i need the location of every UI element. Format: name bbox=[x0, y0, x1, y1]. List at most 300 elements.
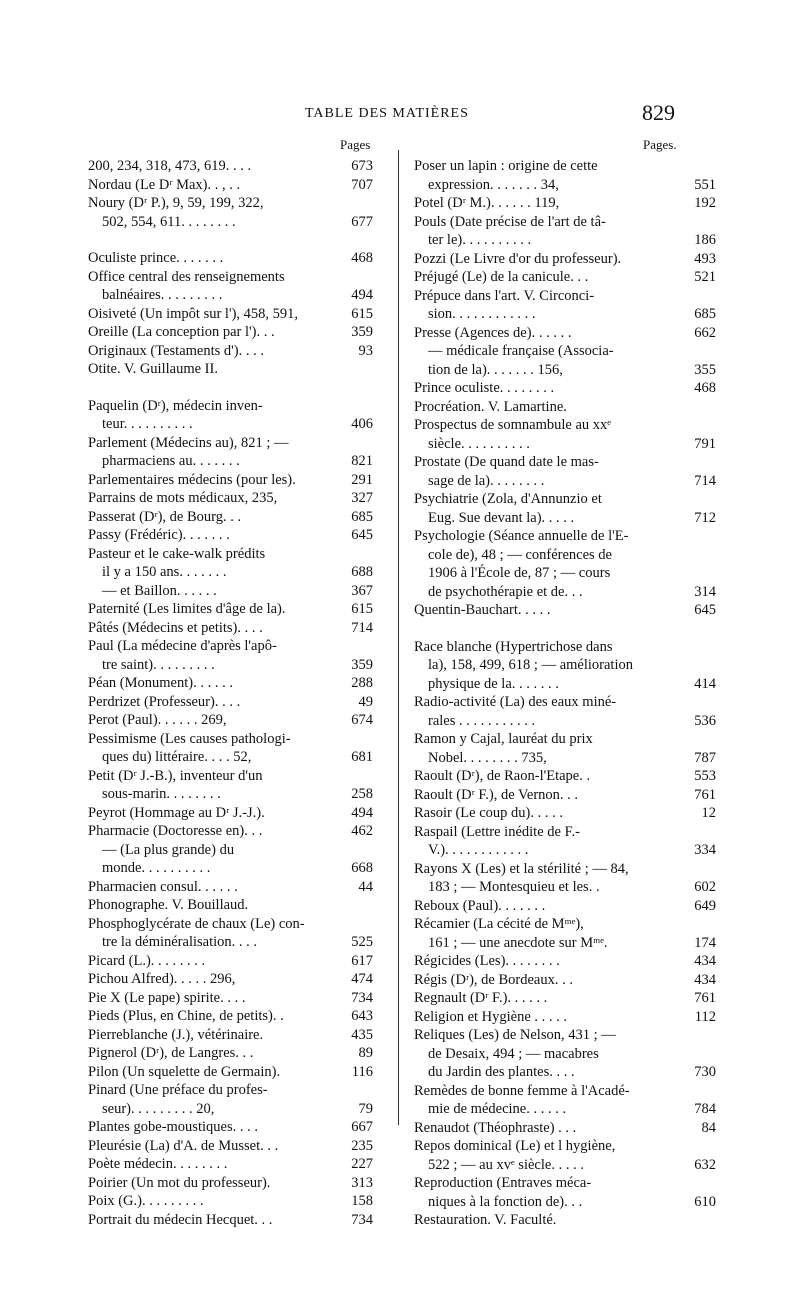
entry-page: 468 bbox=[351, 250, 373, 266]
entry-text: 161 ; — une anecdote sur Mᵐᵉ. bbox=[428, 934, 608, 951]
entry-page: 12 bbox=[701, 805, 716, 821]
entry-text: ques du) littéraire. . . . 52, bbox=[102, 749, 252, 765]
entry-page: 192 bbox=[694, 195, 716, 211]
entry-text: Phonographe. V. Bouillaud. bbox=[88, 897, 249, 913]
entry-page: 493 bbox=[694, 250, 716, 267]
entry-page: 730 bbox=[694, 1064, 716, 1080]
entry-text: tion de la). . . . . . . 156, bbox=[428, 361, 563, 378]
index-entry bbox=[414, 1156, 716, 1175]
entry-text: sage de la). . . . . . . . bbox=[428, 472, 545, 489]
index-entry bbox=[88, 989, 373, 1008]
index-entry bbox=[88, 489, 373, 508]
entry-page: 288 bbox=[351, 675, 373, 691]
index-entry bbox=[88, 545, 353, 564]
entry-text: seur). . . . . . . . . 20, bbox=[102, 1100, 215, 1117]
entry-text: Procréation. V. Lamartine. bbox=[414, 398, 567, 415]
index-entry bbox=[88, 896, 353, 915]
index-entry bbox=[88, 822, 373, 841]
entry-text: Péan (Monument). . . . . . bbox=[88, 675, 233, 691]
index-entry bbox=[88, 397, 353, 416]
index-entry bbox=[88, 674, 373, 693]
entry-text: 522 ; — au xvᵉ siècle. . . . . bbox=[428, 1156, 584, 1173]
entry-text: pharmaciens au. . . . . . . bbox=[102, 453, 240, 469]
entry-text: 200, 234, 318, 473, 619. . . . bbox=[88, 158, 252, 174]
index-entry bbox=[88, 656, 373, 675]
entry-text: Ramon y Cajal, lauréat du prix bbox=[414, 731, 593, 747]
entry-text: Paquelin (Dʳ), médecin inven- bbox=[88, 397, 263, 414]
pages-label-left: Pages bbox=[340, 137, 371, 152]
index-entry bbox=[414, 952, 716, 971]
entry-text: Poix (G.). . . . . . . . . bbox=[88, 1193, 204, 1209]
index-entry bbox=[414, 546, 676, 565]
entry-text: Repos dominical (Le) et l hygiène, bbox=[414, 1138, 616, 1154]
entry-text: il y a 150 ans. . . . . . . bbox=[102, 564, 227, 580]
entry-text: Paternité (Les limites d'âge de la). bbox=[88, 601, 286, 617]
entry-text: Renaudot (Théophraste) . . . bbox=[414, 1119, 577, 1136]
index-entry bbox=[88, 176, 373, 195]
index-entry bbox=[414, 324, 716, 343]
entry-page: 359 bbox=[351, 324, 373, 340]
entry-text: du Jardin des plantes. . . . bbox=[428, 1064, 575, 1080]
index-entry bbox=[88, 1155, 373, 1174]
index-entry bbox=[414, 1174, 676, 1193]
entry-page: 734 bbox=[351, 989, 373, 1006]
entry-page: 435 bbox=[351, 1026, 373, 1043]
index-entry bbox=[414, 435, 716, 454]
entry-text: niques à la fonction de). . . bbox=[428, 1193, 583, 1210]
index-entry bbox=[414, 1137, 676, 1156]
entry-page: 784 bbox=[694, 1101, 716, 1117]
section-gap bbox=[414, 620, 676, 638]
entry-text: Raspail (Lettre inédite de F.- bbox=[414, 823, 580, 840]
section-gap bbox=[88, 231, 353, 249]
index-entry bbox=[88, 1174, 373, 1193]
column-divider bbox=[398, 150, 399, 1125]
index-entry bbox=[88, 249, 373, 268]
entry-page: 712 bbox=[694, 509, 716, 526]
entry-text: Psychiatrie (Zola, d'Annunzio et bbox=[414, 491, 602, 507]
entry-page: 89 bbox=[358, 1045, 373, 1061]
entry-text: V.). . . . . . . . . . . . bbox=[428, 842, 529, 858]
entry-text: Rayons X (Les) et la stérilité ; — 84, bbox=[414, 860, 629, 877]
entry-text: physique de la. . . . . . . bbox=[428, 675, 559, 692]
entry-text: Passy (Frédéric). . . . . . . bbox=[88, 527, 230, 543]
entry-text: Regnault (Dʳ F.). . . . . . bbox=[414, 990, 548, 1006]
index-entry bbox=[414, 268, 716, 287]
entry-text: Nordau (Le Dʳ Max). . , . . bbox=[88, 176, 241, 193]
entry-page: 714 bbox=[351, 619, 373, 636]
entry-text: Oculiste prince. . . . . . . bbox=[88, 250, 224, 266]
entry-page: 186 bbox=[694, 232, 716, 248]
index-entry bbox=[414, 767, 716, 786]
index-entry bbox=[88, 730, 353, 749]
running-title: TABLE DES MATIÈRES bbox=[305, 106, 469, 121]
index-entry bbox=[414, 989, 716, 1008]
index-entry bbox=[88, 1081, 353, 1100]
index-entry bbox=[88, 1118, 373, 1137]
entry-page: 93 bbox=[358, 342, 373, 359]
index-entry bbox=[88, 637, 353, 656]
index-entry bbox=[414, 194, 716, 213]
entry-text: — (La plus grande) du bbox=[102, 841, 235, 858]
entry-text: Pozzi (Le Livre d'or du professeur). bbox=[414, 250, 622, 267]
entry-text: Pieds (Plus, en Chine, de petits). . bbox=[88, 1008, 284, 1024]
entry-text: ter le). . . . . . . . . . bbox=[428, 232, 532, 248]
index-entry bbox=[414, 712, 716, 731]
index-entry bbox=[414, 693, 676, 712]
entry-text: de Desaix, 494 ; — macabres bbox=[428, 1045, 599, 1062]
index-entry bbox=[414, 564, 676, 583]
index-entry bbox=[414, 157, 676, 176]
entry-page: 821 bbox=[351, 453, 373, 469]
index-entry bbox=[88, 1026, 373, 1045]
entry-page: 434 bbox=[694, 971, 716, 988]
entry-text: Pharmacie (Doctoresse en). . . bbox=[88, 823, 263, 839]
entry-text: Remèdes de bonne femme à l'Acadé- bbox=[414, 1082, 630, 1099]
index-entry bbox=[414, 509, 716, 528]
entry-text: Poète médecin. . . . . . . . bbox=[88, 1156, 228, 1172]
entry-page: 645 bbox=[694, 602, 716, 618]
entry-text: Pie X (Le pape) spirite. . . . bbox=[88, 989, 246, 1006]
entry-text: Picard (L.). . . . . . . . bbox=[88, 952, 206, 969]
entry-page: 359 bbox=[351, 656, 373, 673]
index-entry bbox=[88, 841, 353, 860]
index-entry bbox=[414, 860, 676, 879]
entry-page: 610 bbox=[694, 1193, 716, 1210]
entry-text: Récamier (La cécité de Mᵐᵉ), bbox=[414, 916, 584, 932]
entry-page: 761 bbox=[694, 786, 716, 803]
entry-text: Prépuce dans l'art. V. Circonci- bbox=[414, 287, 595, 304]
index-entry bbox=[88, 619, 373, 638]
entry-text: Poser un lapin : origine de cette bbox=[414, 158, 598, 174]
entry-page: 468 bbox=[694, 380, 716, 396]
index-entry bbox=[88, 471, 373, 490]
entry-text: Prospectus de somnambule au xxᵉ bbox=[414, 417, 612, 433]
entry-text: Originaux (Testaments d'). . . . bbox=[88, 342, 264, 359]
entry-text: Radio-activité (La) des eaux miné- bbox=[414, 694, 617, 710]
entry-text: Perdrizet (Professeur). . . . bbox=[88, 693, 241, 710]
entry-text: Nobel. . . . . . . . 735, bbox=[428, 749, 547, 766]
entry-page: 688 bbox=[351, 564, 373, 580]
entry-page: 685 bbox=[351, 508, 373, 525]
index-entry bbox=[88, 434, 353, 453]
entry-text: Passerat (Dʳ), de Bourg. . . bbox=[88, 508, 242, 525]
entry-text: balnéaires. . . . . . . . . bbox=[102, 287, 223, 303]
index-entry bbox=[414, 398, 676, 417]
entry-page: 536 bbox=[694, 712, 716, 729]
entry-page: 367 bbox=[351, 582, 373, 599]
index-column-left bbox=[88, 157, 373, 1229]
index-entry bbox=[88, 452, 373, 471]
entry-text: Peyrot (Hommage au Dʳ J.-J.). bbox=[88, 804, 265, 821]
entry-text: Rasoir (Le coup du). . . . . bbox=[414, 805, 563, 821]
entry-page: 355 bbox=[694, 361, 716, 378]
index-entry bbox=[88, 915, 353, 934]
entry-text: tre la déminéralisation. . . . bbox=[102, 934, 258, 950]
entry-page: 327 bbox=[351, 490, 373, 506]
entry-page: 677 bbox=[351, 213, 373, 230]
index-entry bbox=[414, 601, 716, 620]
entry-page: 617 bbox=[351, 952, 373, 969]
index-entry bbox=[414, 675, 716, 694]
entry-text: Pessimisme (Les causes pathologi- bbox=[88, 730, 291, 747]
index-entry bbox=[88, 526, 373, 545]
entry-text: Pouls (Date précise de l'art de tâ- bbox=[414, 213, 606, 230]
entry-text: — médicale française (Associa- bbox=[428, 343, 614, 359]
entry-page: 673 bbox=[351, 158, 373, 174]
index-entry bbox=[88, 1211, 373, 1230]
index-entry bbox=[414, 287, 676, 306]
entry-page: 645 bbox=[351, 527, 373, 543]
index-entry bbox=[414, 342, 676, 361]
entry-page: 551 bbox=[694, 176, 716, 193]
entry-page: 44 bbox=[358, 878, 373, 895]
entry-page: 49 bbox=[358, 693, 373, 710]
entry-text: Pasteur et le cake-walk prédits bbox=[88, 545, 266, 562]
entry-text: Régicides (Les). . . . . . . . bbox=[414, 953, 560, 969]
entry-page: 714 bbox=[694, 472, 716, 489]
index-entry bbox=[88, 563, 373, 582]
entry-text: Noury (Dʳ P.), 9, 59, 199, 322, bbox=[88, 195, 264, 211]
entry-page: 761 bbox=[694, 990, 716, 1006]
index-entry bbox=[414, 472, 716, 491]
index-entry bbox=[88, 711, 373, 730]
entry-text: sous-marin. . . . . . . . bbox=[102, 786, 221, 802]
index-entry bbox=[414, 305, 716, 324]
index-entry bbox=[414, 1211, 676, 1230]
index-entry bbox=[414, 231, 716, 250]
entry-text: Parlementaires médecins (pour les). bbox=[88, 471, 296, 488]
index-entry bbox=[88, 1044, 373, 1063]
entry-text: Perot (Paul). . . . . . 269, bbox=[88, 712, 227, 728]
index-entry bbox=[88, 785, 373, 804]
entry-text: Portrait du médecin Hecquet. . . bbox=[88, 1211, 273, 1228]
entry-text: Reproduction (Entraves méca- bbox=[414, 1175, 592, 1191]
index-entry bbox=[88, 767, 353, 786]
index-entry bbox=[414, 823, 676, 842]
index-entry bbox=[88, 933, 373, 952]
entry-page: 227 bbox=[351, 1156, 373, 1172]
index-entry bbox=[88, 323, 373, 342]
entry-page: 525 bbox=[351, 934, 373, 950]
entry-text: Prince oculiste. . . . . . . . bbox=[414, 380, 555, 396]
entry-page: 334 bbox=[694, 842, 716, 858]
index-entry bbox=[88, 1137, 373, 1156]
index-entry bbox=[88, 1100, 373, 1119]
index-entry bbox=[88, 508, 373, 527]
index-entry bbox=[88, 342, 373, 361]
entry-page: 668 bbox=[351, 860, 373, 876]
entry-text: tre saint). . . . . . . . . bbox=[102, 656, 215, 673]
index-entry bbox=[414, 934, 716, 953]
index-entry bbox=[414, 1193, 716, 1212]
entry-text: Prostate (De quand date le mas- bbox=[414, 454, 599, 470]
entry-text: Pâtés (Médecins et petits). . . . bbox=[88, 619, 263, 636]
index-entry bbox=[88, 748, 373, 767]
entry-text: Petit (Dʳ J.-B.), inventeur d'un bbox=[88, 767, 263, 784]
entry-text: 502, 554, 611. . . . . . . . bbox=[102, 213, 236, 230]
entry-text: Paul (La médecine d'après l'apô- bbox=[88, 638, 277, 654]
index-entry bbox=[414, 656, 676, 675]
index-column-right bbox=[414, 157, 716, 1230]
index-entry bbox=[414, 749, 716, 768]
entry-text: Parlement (Médecins au), 821 ; — bbox=[88, 434, 289, 451]
entry-text: Pleurésie (La) d'A. de Musset. . . bbox=[88, 1137, 279, 1154]
entry-page: 112 bbox=[694, 1008, 716, 1025]
index-entry bbox=[88, 1192, 373, 1211]
entry-text: expression. . . . . . . 34, bbox=[428, 176, 559, 193]
entry-text: siècle. . . . . . . . . . bbox=[428, 435, 530, 452]
index-entry bbox=[88, 415, 373, 434]
entry-page: 632 bbox=[694, 1156, 716, 1173]
entry-text: Pierreblanche (J.), vétérinaire. bbox=[88, 1026, 264, 1043]
index-entry bbox=[88, 305, 373, 324]
entry-page: 494 bbox=[351, 804, 373, 821]
index-entry bbox=[88, 878, 373, 897]
index-entry bbox=[88, 194, 353, 213]
entry-page: 258 bbox=[351, 786, 373, 802]
entry-page: 707 bbox=[351, 176, 373, 193]
entry-page: 521 bbox=[694, 269, 716, 285]
entry-page: 681 bbox=[351, 749, 373, 765]
pages-label-right: Pages. bbox=[643, 137, 677, 152]
entry-page: 734 bbox=[351, 1211, 373, 1228]
entry-page: 116 bbox=[351, 1063, 373, 1080]
index-entry bbox=[414, 897, 716, 916]
entry-text: Presse (Agences de). . . . . . bbox=[414, 324, 572, 341]
entry-page: 235 bbox=[351, 1137, 373, 1154]
index-entry bbox=[414, 1045, 676, 1064]
index-entry bbox=[88, 1063, 373, 1082]
index-entry bbox=[88, 952, 373, 971]
entry-text: Reboux (Paul). . . . . . . bbox=[414, 897, 546, 914]
index-entry bbox=[88, 582, 373, 601]
entry-page: 462 bbox=[351, 823, 373, 839]
entry-page: 791 bbox=[694, 435, 716, 452]
index-entry bbox=[414, 638, 676, 657]
entry-text: 183 ; — Montesquieu et les. . bbox=[428, 879, 600, 895]
index-entry bbox=[414, 379, 716, 398]
index-entry bbox=[414, 527, 676, 546]
entry-page: 553 bbox=[694, 768, 716, 784]
index-entry bbox=[88, 213, 373, 232]
index-entry bbox=[88, 286, 373, 305]
entry-text: Eug. Sue devant la). . . . . bbox=[428, 509, 575, 526]
entry-page: 474 bbox=[351, 971, 373, 987]
index-entry bbox=[414, 915, 676, 934]
index-entry bbox=[88, 268, 353, 287]
entry-text: la), 158, 499, 618 ; — amélioration bbox=[428, 657, 633, 673]
entry-page: 615 bbox=[351, 305, 373, 322]
entry-page: 314 bbox=[694, 583, 716, 600]
section-gap bbox=[88, 379, 353, 397]
index-entry bbox=[414, 490, 676, 509]
index-entry bbox=[88, 600, 373, 619]
entry-page: 84 bbox=[701, 1119, 716, 1136]
index-entry bbox=[414, 583, 716, 602]
entry-page: 602 bbox=[694, 879, 716, 895]
entry-text: Pilon (Un squelette de Germain). bbox=[88, 1063, 281, 1080]
entry-text: Office central des renseignements bbox=[88, 268, 285, 285]
entry-page: 667 bbox=[351, 1119, 373, 1135]
entry-page: 414 bbox=[694, 675, 716, 692]
entry-text: Oreille (La conception par l'). . . bbox=[88, 324, 275, 340]
index-entry bbox=[88, 859, 373, 878]
entry-page: 291 bbox=[351, 471, 373, 488]
entry-text: Raoult (Dʳ F.), de Vernon. . . bbox=[414, 786, 579, 803]
entry-text: Quentin-Bauchart. . . . . bbox=[414, 602, 551, 618]
index-entry bbox=[414, 804, 716, 823]
entry-text: Pichou Alfred). . . . . 296, bbox=[88, 971, 236, 987]
index-entry bbox=[414, 250, 716, 269]
entry-text: Parrains de mots médicaux, 235, bbox=[88, 490, 278, 506]
entry-text: Pharmacien consul. . . . . . bbox=[88, 878, 238, 895]
entry-text: teur. . . . . . . . . . bbox=[102, 416, 193, 432]
index-entry bbox=[414, 1063, 716, 1082]
entry-text: Régis (Dʳ), de Bordeaux. . . bbox=[414, 971, 573, 988]
entry-text: Oisiveté (Un impôt sur l'), 458, 591, bbox=[88, 305, 299, 322]
entry-text: Religion et Hygiène . . . . . bbox=[414, 1008, 568, 1025]
entry-text: Potel (Dʳ M.). . . . . . 119, bbox=[414, 195, 560, 211]
entry-page: 649 bbox=[694, 897, 716, 914]
index-entry bbox=[88, 360, 353, 379]
index-entry bbox=[88, 804, 373, 823]
index-entry bbox=[414, 1100, 716, 1119]
index-entry bbox=[414, 730, 676, 749]
entry-text: Préjugé (Le) de la canicule. . . bbox=[414, 269, 589, 285]
entry-text: cole de), 48 ; — conférences de bbox=[428, 546, 612, 563]
index-entry bbox=[414, 416, 676, 435]
entry-text: Pinard (Une préface du profes- bbox=[88, 1082, 268, 1098]
index-entry bbox=[414, 1026, 676, 1045]
entry-page: 662 bbox=[694, 324, 716, 341]
entry-text: Otite. V. Guillaume II. bbox=[88, 361, 218, 377]
index-entry bbox=[414, 176, 716, 195]
entry-page: 313 bbox=[351, 1174, 373, 1191]
entry-text: Reliques (Les) de Nelson, 431 ; — bbox=[414, 1027, 616, 1043]
page-number: 829 bbox=[642, 100, 675, 125]
entry-page: 158 bbox=[351, 1193, 373, 1209]
entry-text: Poirier (Un mot du professeur). bbox=[88, 1174, 271, 1191]
entry-text: Restauration. V. Faculté. bbox=[414, 1212, 557, 1228]
entry-text: rales . . . . . . . . . . . bbox=[428, 712, 536, 729]
entry-text: sion. . . . . . . . . . . . bbox=[428, 306, 536, 322]
entry-text: de psychothérapie et de. . . bbox=[428, 583, 583, 600]
index-entry bbox=[88, 693, 373, 712]
index-entry bbox=[414, 213, 676, 232]
entry-text: Pignerol (Dʳ), de Langres. . . bbox=[88, 1045, 254, 1061]
entry-text: 1906 à l'École de, 87 ; — cours bbox=[428, 565, 611, 581]
index-entry bbox=[414, 361, 716, 380]
index-entry bbox=[414, 1082, 676, 1101]
entry-text: — et Baillon. . . . . . bbox=[102, 582, 217, 599]
entry-page: 643 bbox=[351, 1008, 373, 1024]
index-entry bbox=[414, 1119, 716, 1138]
index-entry bbox=[414, 1008, 716, 1027]
entry-text: Psychologie (Séance annuelle de l'E- bbox=[414, 528, 629, 544]
index-entry bbox=[88, 157, 373, 176]
index-entry bbox=[88, 1007, 373, 1026]
entry-text: Phosphoglycérate de chaux (Le) con- bbox=[88, 915, 305, 932]
entry-page: 406 bbox=[351, 416, 373, 432]
entry-text: Race blanche (Hypertrichose dans bbox=[414, 638, 613, 655]
entry-page: 674 bbox=[351, 712, 373, 728]
entry-page: 787 bbox=[694, 749, 716, 766]
index-entry bbox=[414, 453, 676, 472]
entry-text: Raoult (Dʳ), de Raon-l'Etape. . bbox=[414, 768, 591, 784]
index-entry bbox=[414, 841, 716, 860]
entry-page: 615 bbox=[351, 601, 373, 617]
